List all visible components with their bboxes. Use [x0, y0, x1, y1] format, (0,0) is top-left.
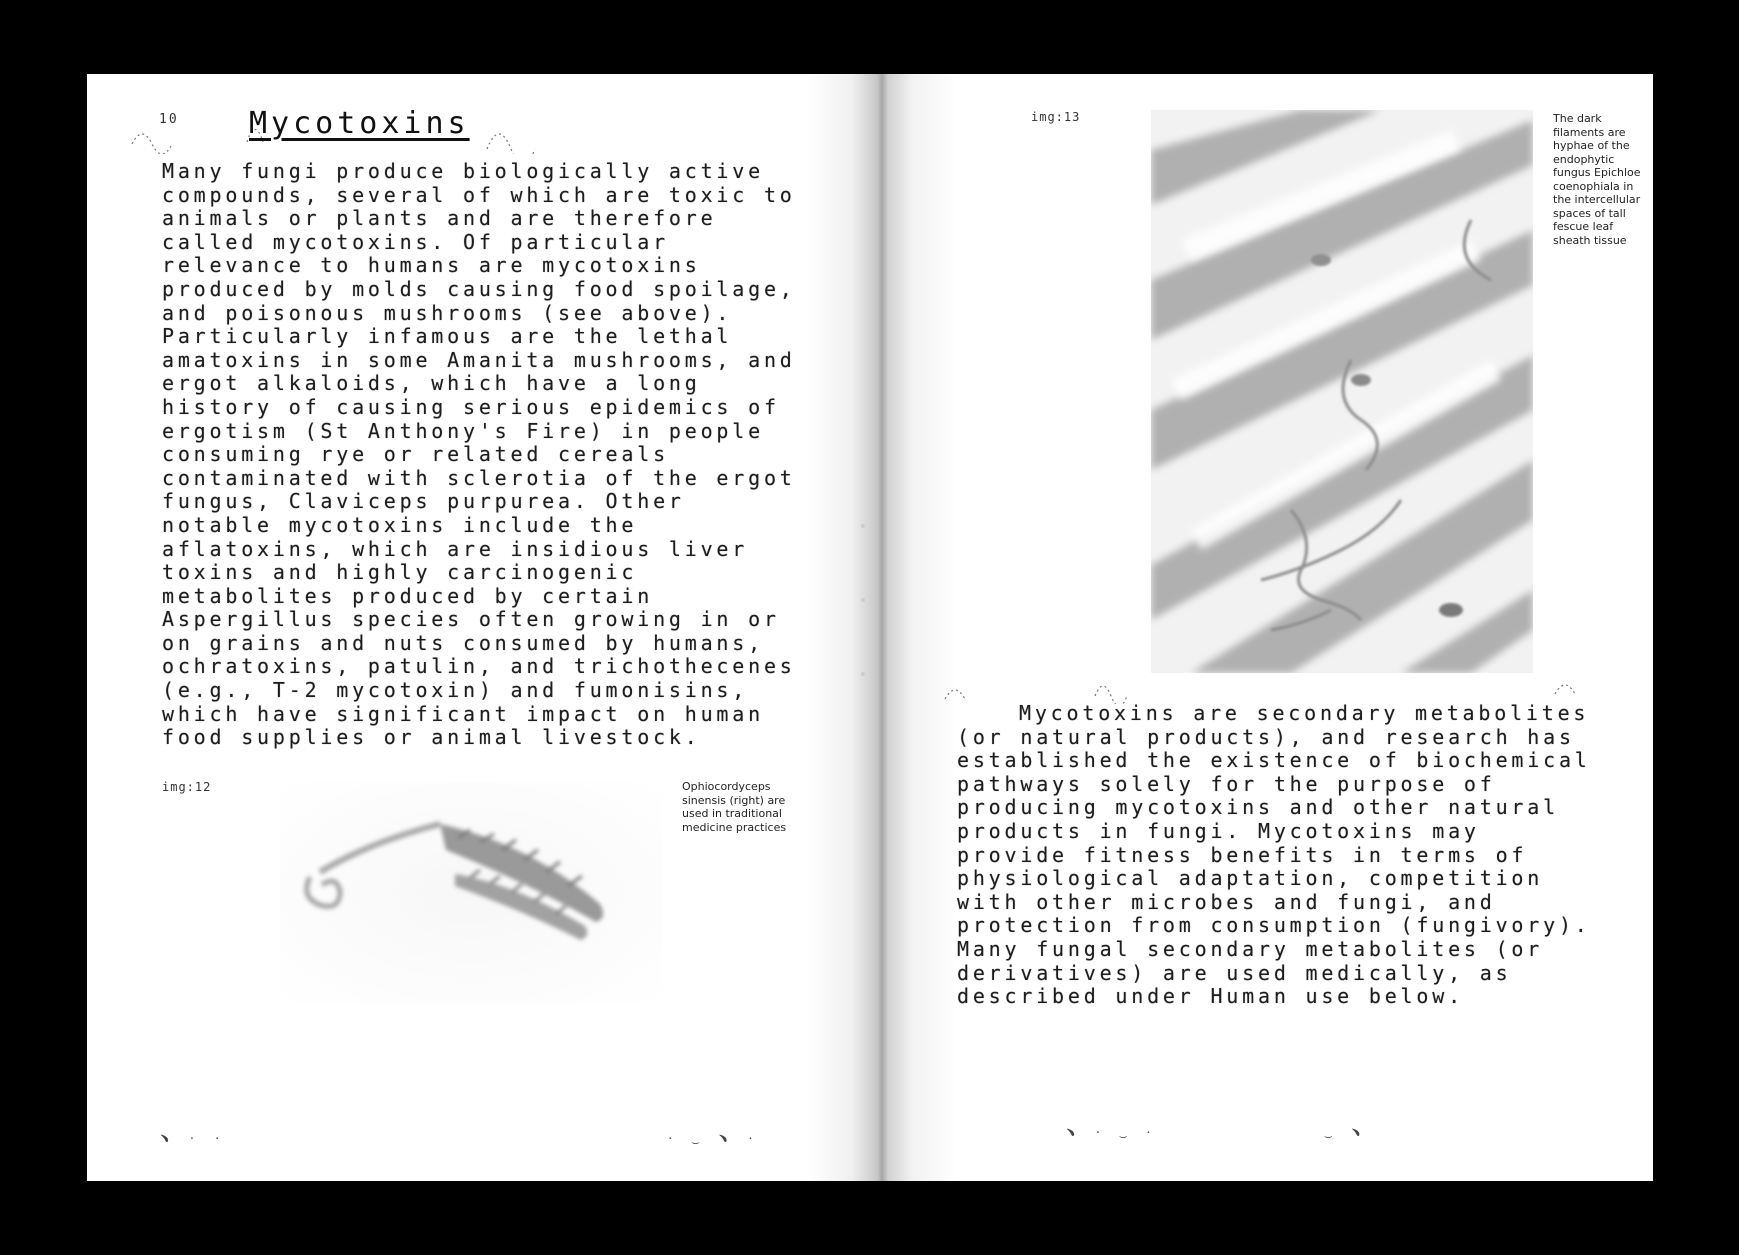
page-number: 10 — [159, 112, 179, 127]
binding-marks — [861, 524, 867, 784]
right-page — [865, 74, 1653, 1181]
left-page — [87, 74, 865, 1181]
footer-marks: ﹅ · · — [159, 1132, 227, 1145]
footer-marks: ‿ ﹅ — [1325, 1126, 1368, 1139]
image-reference-label: img:13 — [1031, 110, 1081, 124]
book-spread — [87, 74, 1653, 1181]
footer-marks: · ‿ ﹅ · — [667, 1132, 760, 1145]
page-title: Mycotoxins — [249, 106, 470, 141]
right-body-paragraph: Mycotoxins are secondary metabolites (or natural products), and research has established the existence of biochemical pathways solely for the purpose of producing mycotoxins and other natural products in fungi. Mycotoxins may provide fitness benefits in terms of physiological adaptation, competition with other microbes and fungi, and protection from consumption (fungivory). Many fungal secondary metabolites (or derivatives) are used medically, as described under Human use below. — [957, 701, 1591, 1009]
footer-marks: ﹅ · ‿ · — [1065, 1126, 1158, 1139]
left-body-paragraph: Many fungi produce biologically active compounds, several of which are toxic to animals or plants and are therefore called mycotoxins. Of particular relevance to humans are mycotoxins produced by molds causing food spoilage, and poisonous mushrooms (see above). Particularly infamous are the lethal amatoxins in some Amanita mushrooms, and ergot alkaloids, which have a long history of causing serious epidemics of ergotism (St Anthony's Fire) in people consuming rye or related cereals contaminated with sclerotia of the ergot fungus, Claviceps purpurea. Other notable mycotoxins include the aflatoxins, which are insidious liver toxins and highly carcinogenic metabolites produced by certain Aspergillus species often growing in or on grains and nuts consumed by humans, ochratoxins, patulin, and trichothecenes (e.g., T-2 mycotoxin) and fumonisins, which have significant impact on human food supplies or animal livestock. — [162, 159, 796, 750]
endophyte-micrograph — [1151, 110, 1533, 673]
right-photo-caption: The dark filaments are hyphae of the endophytic fungus Epichloe coenophiala in the intercellular spaces of tall fescue leaf sheath tissue — [1553, 112, 1641, 247]
decorative-squiggle — [935, 674, 1635, 704]
ophiocordyceps-photo — [280, 782, 662, 1004]
left-photo-caption: Ophiocordyceps sinensis (right) are used in traditional medicine practices — [682, 780, 787, 834]
image-reference-label: img:12 — [162, 780, 212, 794]
